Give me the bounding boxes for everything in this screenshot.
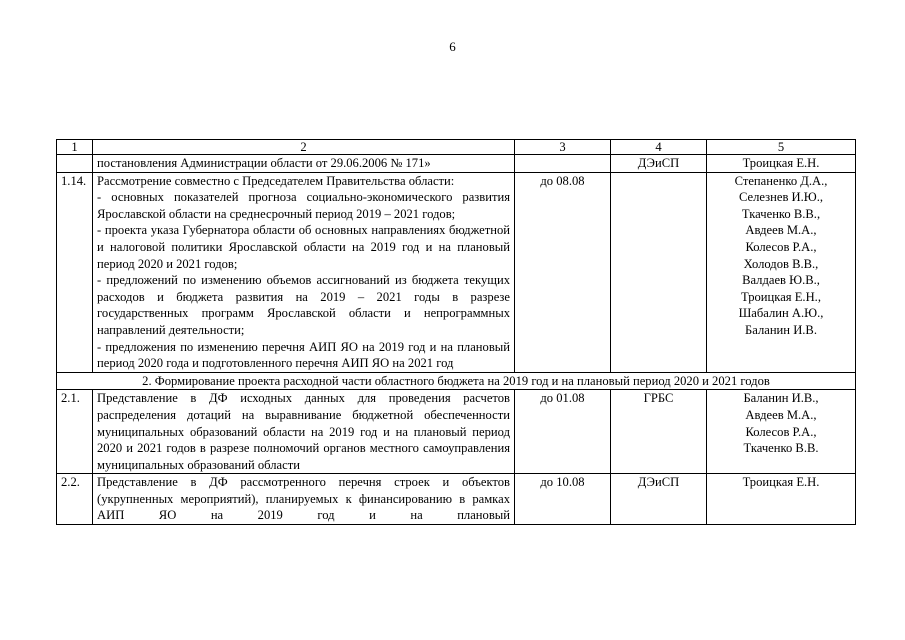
row-number: 2.2.	[57, 474, 93, 525]
table-header-row	[57, 140, 856, 155]
row-executor	[611, 172, 707, 372]
description-paragraph: Представление в ДФ рассмотренного перечня строек и объектов (укрупненных мероприятий), планируемых к финансированию в рамках АИП ЯО на 2019 год и на плановый	[97, 475, 510, 523]
responsible-person: Холодов В.В.,	[743, 256, 819, 271]
row-description	[93, 390, 515, 474]
row-deadline: до 08.08	[515, 172, 611, 372]
header-cell: 3	[515, 140, 611, 155]
description-paragraph: постановления Администрации области от 29.06.2006 № 171»	[97, 156, 431, 170]
responsible-person: Баланин И.В.,	[743, 391, 819, 406]
responsible-person: Валдаев Ю.В.,	[742, 273, 820, 288]
page-number: 6	[449, 39, 456, 54]
header-cell: 5	[707, 140, 856, 155]
row-deadline: до 10.08	[515, 474, 611, 525]
table-row	[57, 390, 856, 474]
row-responsible	[707, 172, 856, 372]
header-cell: 1	[57, 140, 93, 155]
responsible-person: Колесов Р.А.,	[745, 424, 817, 439]
table-row	[57, 172, 856, 372]
responsible-person: Ткаченко В.В.,	[741, 206, 821, 221]
row-executor: ГРБС	[611, 390, 707, 474]
row-responsible	[707, 474, 856, 525]
row-number	[57, 155, 93, 173]
responsible-person: Авдеев М.А.,	[745, 407, 817, 422]
row-description	[93, 172, 515, 372]
responsible-person: Авдеев М.А.,	[745, 223, 817, 238]
section-row	[57, 372, 856, 390]
row-deadline	[515, 155, 611, 173]
row-description	[93, 474, 515, 525]
row-executor: ДЭиСП	[611, 474, 707, 525]
row-executor: ДЭиСП	[611, 155, 707, 173]
responsible-person: Троицкая Е.Н.,	[741, 289, 821, 304]
responsible-person: Шабалин А.Ю.,	[738, 306, 824, 321]
description-paragraph: - проекта указа Губернатора области об основных направлениях бюджетной и налоговой политики Ярославской области на 2019 год и на плановый период 2020 и 2021 годов;	[97, 223, 510, 271]
responsible-person: Троицкая Е.Н.	[742, 156, 820, 170]
row-number: 1.14.	[57, 172, 93, 372]
plan-table	[56, 139, 856, 525]
row-number: 2.1.	[57, 390, 93, 474]
description-paragraph: Рассмотрение совместно с Председателем Правительства области:	[97, 173, 455, 188]
header-cell: 2	[93, 140, 515, 155]
responsible-person: Колесов Р.А.,	[745, 239, 817, 254]
description-paragraph: - предложения по изменению перечня АИП ЯО на 2019 год и на плановый период 2020 года и подготовленного перечня АИП ЯО на 2021 год	[97, 339, 510, 371]
description-paragraph: Представление в ДФ исходных данных для проведения расчетов распределения дотаций на выравнивание бюджетной обеспеченности муниципальных образований области на 2019 год и на плановый период 2020 и 2021 годов в разрезе полномочий органов местного самоуправления муниципальных образований области	[97, 391, 510, 472]
responsible-person: Ткаченко В.В.	[743, 441, 819, 456]
header-cell: 4	[611, 140, 707, 155]
description-paragraph: - основных показателей прогноза социально-экономического развития Ярославской области на среднесрочный период 2019 – 2021 годов;	[97, 190, 510, 221]
description-paragraph: - предложений по изменению объемов ассигнований из бюджета текущих расходов и бюджета развития на 2019 – 2021 годы в разрезе государственных программ Ярославской области и непрограммных направлений деятельности;	[97, 273, 510, 337]
responsible-person: Троицкая Е.Н.	[742, 475, 820, 490]
table-row	[57, 474, 856, 525]
row-responsible	[707, 390, 856, 474]
row-responsible	[707, 155, 856, 173]
section-heading: 2. Формирование проекта расходной части областного бюджета на 2019 год и на плановый период 2020 и 2021 годов	[57, 372, 856, 390]
row-deadline: до 01.08	[515, 390, 611, 474]
responsible-person: Баланин И.В.	[745, 322, 817, 337]
responsible-person: Селезнев И.Ю.,	[738, 190, 824, 205]
responsible-person: Степаненко Д.А.,	[734, 173, 828, 188]
row-description	[93, 155, 515, 173]
table-row	[57, 155, 856, 173]
